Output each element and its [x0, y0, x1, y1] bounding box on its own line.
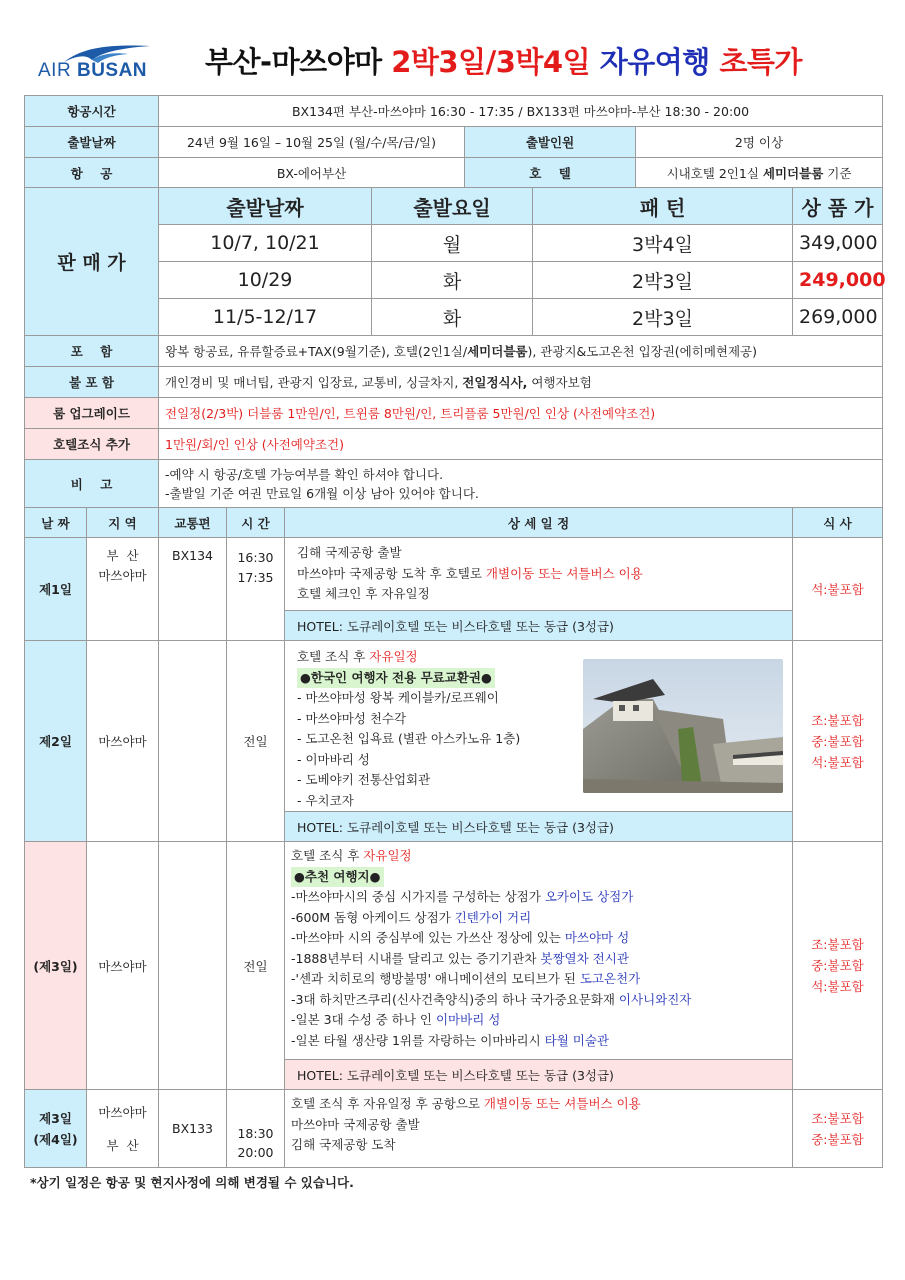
day3-transport [159, 842, 227, 1090]
day3-hotel: HOTEL: 도큐레이호텔 또는 비스타호텔 또는 동급 (3성급) [285, 1060, 793, 1090]
list-item: -3대 하치만즈쿠리(신사건축양식)중의 하나 국가중요문화재 이사니와진자 [291, 991, 692, 1007]
day3-label: (제3일) [25, 842, 87, 1090]
day4-transport: BX133 [159, 1090, 227, 1168]
schedule-header-detail: 상 세 일 정 [285, 508, 793, 538]
page-title: 부산-마쓰야마 2박3일/3박4일 자유여행 초특가 [205, 45, 802, 79]
exclude-label: 불 포 함 [25, 367, 159, 398]
flight-time-value: BX134편 부산-마쓰야마 16:30 - 17:35 / BX133편 마쓰야마-부산 18:30 - 20:00 [159, 96, 883, 127]
remark-line: -예약 시 항공/호텔 가능여부를 확인 하셔야 합니다. [165, 466, 444, 482]
schedule-header-meal: 식 사 [793, 508, 883, 538]
list-item: - 우치코자 [297, 792, 354, 808]
list-item: -'센과 치히로의 행방불명' 애니메이션의 모티브가 된 도고온천가 [291, 971, 641, 986]
schedule-header-day: 날 짜 [25, 508, 87, 538]
day1-transport: BX134 [159, 538, 227, 641]
upgrade-label: 룸 업그레이드 [25, 398, 159, 429]
include-value: 왕복 항공료, 유류할증료+TAX(9월기준), 호텔(2인1실/세미더블룸), 관광지&도고온천 입장권(에히메현제공) [159, 336, 883, 367]
price-header-pattern: 패 턴 [533, 188, 793, 225]
list-item: -600M 돔형 아케이드 상점가 긴텐가이 거리 [291, 909, 532, 925]
remarks-label: 비 고 [25, 460, 159, 508]
day3-time: 전일 [227, 842, 285, 1090]
day2-detail: 호텔 조식 후 자유일정 ●한국인 여행자 전용 무료교환권● - 마쓰야마성 왕복 케이블카/로프웨이 - 마쓰야마성 천수각 - 도고온천 입욕료 (별관 아스카노유 1층) - 이마바리 성 - 도베야키 전통산업회관 - 우치코자 [285, 641, 793, 812]
day4-detail: 호텔 조식 후 자유일정 후 공항으로 개별이동 또는 셔틀버스 이용 마쓰야마 국제공항 출발 김해 국제공항 도착 [285, 1090, 793, 1168]
price-row-price: 349,000 [793, 225, 883, 262]
day1-hotel: HOTEL: 도큐레이호텔 또는 비스타호텔 또는 동급 (3성급) [285, 611, 793, 641]
price-row-day: 월 [372, 225, 533, 262]
list-item: - 도고온천 입욕료 (별관 아스카노유 1층) [297, 731, 521, 746]
day3-detail: 호텔 조식 후 자유일정 ●추천 여행지● -마쓰야마시의 중심 시가지를 구성하는 상점가 오카이도 상점가 -600M 돔형 아케이드 상점가 긴텐가이 거리 -마쓰야마 시의 중심부에 있는 가쓰산 정상에 있는 마쓰야마 성 -1888년부터 시내를 달리고 있는 증기기관차 봇짱열차 전시관 -'센과 치히로의 행방불명' 애니메이션의 모티브가 된 도고온천가 -3대 하치만즈쿠리(신사건축양식)중의 하나 국가중요문화재 이사니와진자 -일본 3대 수성 중 하나 인 이마바리 성 -일본 타월 생산량 1위를 자랑하는 이마바리시 타월 미술관 [285, 842, 793, 1060]
include-label: 포 함 [25, 336, 159, 367]
people-label: 출발인원 [465, 127, 636, 158]
breakfast-value: 1만원/회/인 인상 (사전예약조건) [159, 429, 883, 460]
day3-region: 마쓰야마 [87, 842, 159, 1090]
price-row-date: 10/7, 10/21 [159, 225, 372, 262]
day2-time: 전일 [227, 641, 285, 842]
price-row-price: 269,000 [793, 299, 883, 336]
flight-time-label: 항공시간 [25, 96, 159, 127]
people-value: 2명 이상 [636, 127, 883, 158]
price-row-day: 화 [372, 262, 533, 299]
upgrade-value: 전일정(2/3박) 더블룸 1만원/인, 트윈룸 8만원/인, 트리플룸 5만원/인 인상 (사전예약조건) [159, 398, 883, 429]
day1-meal: 석:불포함 [793, 538, 883, 641]
breakfast-label: 호텔조식 추가 [25, 429, 159, 460]
airline-label: 항 공 [25, 158, 159, 188]
price-row-day: 화 [372, 299, 533, 336]
list-item: -마쓰야마시의 중심 시가지를 구성하는 상점가 오카이도 상점가 [291, 889, 634, 904]
schedule-header-transport: 교통편 [159, 508, 227, 538]
exclude-value: 개인경비 및 매너팁, 관광지 입장료, 교통비, 싱글차지, 전일정식사, 여행자보험 [159, 367, 883, 398]
hotel-value: 시내호텔 2인1실 세미더블룸 기준 [636, 158, 883, 188]
footnote: *상기 일정은 항공 및 현지사정에 의해 변경될 수 있습니다. [30, 1175, 354, 1190]
price-row-price: 249,000 [793, 262, 883, 299]
price-header-date: 출발날짜 [159, 188, 372, 225]
header [0, 0, 905, 95]
price-header-day: 출발요일 [372, 188, 533, 225]
day4-label: 제3일 (제4일) [25, 1090, 87, 1168]
day2-region: 마쓰야마 [87, 641, 159, 842]
list-item: -일본 3대 수성 중 하나 인 이마바리 성 [291, 1012, 501, 1027]
day1-time: 16:30 17:35 [227, 538, 285, 641]
air-busan-logo: AIR BUSAN [38, 42, 150, 86]
day2-meal: 조:불포함 중:불포함 석:불포함 [793, 641, 883, 842]
itinerary-table [24, 95, 886, 1168]
day4-time: 18:30 20:00 [227, 1090, 285, 1168]
day2-coupon-highlight: ●한국인 여행자 전용 무료교환권● [297, 668, 495, 689]
price-header-price: 상 품 가 [793, 188, 883, 225]
schedule-header-time: 시 간 [227, 508, 285, 538]
remark-line: -출발일 기준 여권 만료일 6개월 이상 남아 있어야 합니다. [165, 485, 479, 501]
price-row-pattern: 2박3일 [533, 299, 793, 336]
price-row-pattern: 3박4일 [533, 225, 793, 262]
depart-date-label: 출발날짜 [25, 127, 159, 158]
list-item: -일본 타월 생산량 1위를 자랑하는 이마바리시 타월 미술관 [291, 1032, 610, 1048]
price-label: 판 매 가 [25, 188, 159, 336]
day2-hotel: HOTEL: 도큐레이호텔 또는 비스타호텔 또는 동급 (3성급) [285, 812, 793, 842]
price-row-date: 11/5-12/17 [159, 299, 372, 336]
list-item: - 마쓰야마성 왕복 케이블카/로프웨이 [297, 690, 499, 705]
list-item: - 마쓰야마성 천수각 [297, 710, 407, 726]
list-item: - 도베야키 전통산업회관 [297, 772, 431, 787]
depart-date-value: 24년 9월 16일 – 10월 25일 (월/수/목/금/일) [159, 127, 465, 158]
day3-recommend-highlight: ●추천 여행지● [291, 867, 384, 888]
list-item: -마쓰야마 시의 중심부에 있는 가쓰산 정상에 있는 마쓰야마 성 [291, 930, 630, 945]
remarks-value [159, 460, 883, 508]
day4-meal: 조:불포함 중:불포함 [793, 1090, 883, 1168]
day1-region: 부 산 마쓰야마 [87, 538, 159, 641]
day2-label: 제2일 [25, 641, 87, 842]
day3-meal: 조:불포함 중:불포함 석:불포함 [793, 842, 883, 1090]
price-row-pattern: 2박3일 [533, 262, 793, 299]
day1-label: 제1일 [25, 538, 87, 641]
hotel-label: 호 텔 [465, 158, 636, 188]
schedule-header-region: 지 역 [87, 508, 159, 538]
day2-transport [159, 641, 227, 842]
list-item: - 이마바리 성 [297, 751, 370, 767]
castle-photo [583, 659, 783, 793]
list-item: -1888년부터 시내를 달리고 있는 증기기관차 봇짱열차 전시관 [291, 950, 629, 966]
day1-detail: 김해 국제공항 출발 마쓰야마 국제공항 도착 후 호텔로 개별이동 또는 셔틀버스 이용 호텔 체크인 후 자유일정 [285, 538, 793, 611]
airline-value: BX-에어부산 [159, 158, 465, 188]
price-row-date: 10/29 [159, 262, 372, 299]
day4-region: 마쓰야마 부 산 [87, 1090, 159, 1168]
